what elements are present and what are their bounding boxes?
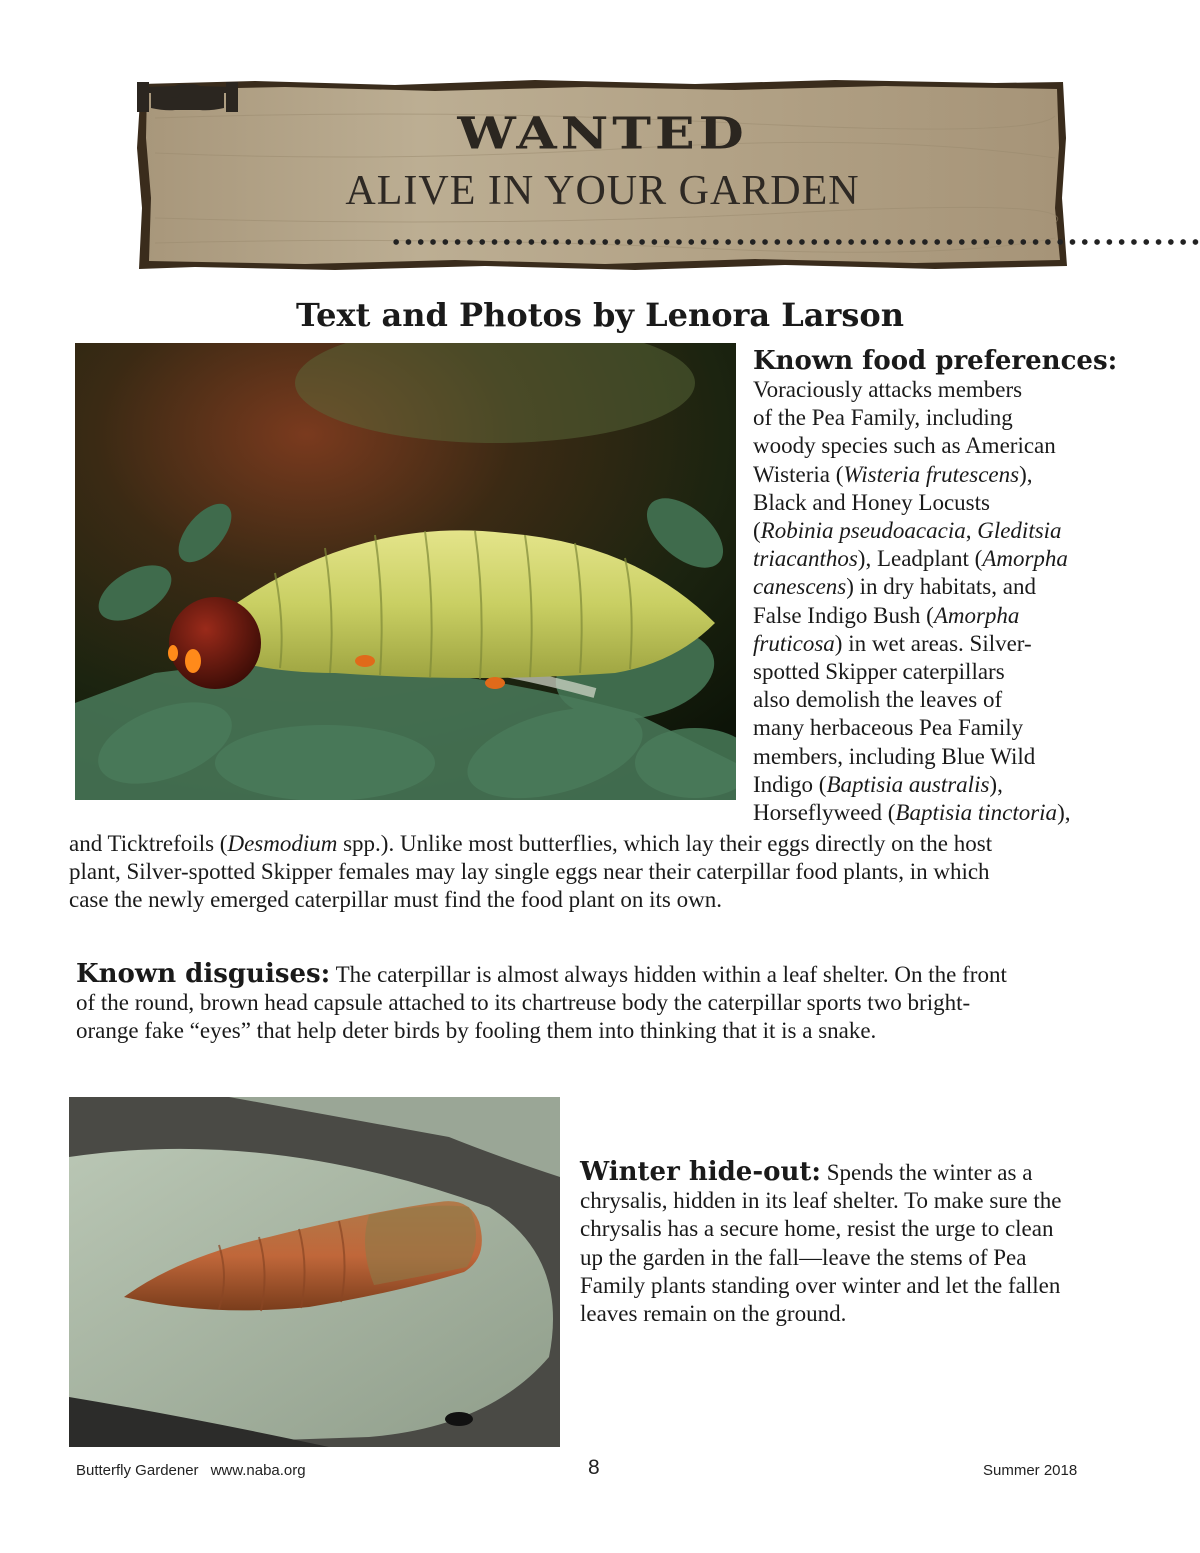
text-run: Horseflyweed (	[753, 800, 896, 826]
food-preferences-text-line	[753, 714, 1193, 742]
food-preferences-text-line	[753, 743, 1193, 771]
text-run: ),	[1057, 800, 1071, 826]
disguises-section	[76, 960, 1146, 1046]
byline: Text and Photos by Lenora Larson	[296, 296, 904, 334]
food-preferences-text-line	[753, 771, 1193, 799]
text-run: ,	[965, 518, 978, 544]
species-name: canescens	[753, 574, 847, 600]
text-run: plant, Silver-spotted Skipper females may lay single eggs near their caterpillar food plants, in which	[69, 859, 990, 885]
winter-hideout-text-line: up the garden in the fall—leave the stems of Pea	[580, 1244, 1027, 1270]
species-name: Amorpha	[933, 602, 1020, 628]
food-preferences-text-line	[69, 886, 1149, 914]
species-name: Gleditsia	[977, 518, 1062, 544]
page-number: 8	[588, 1456, 600, 1479]
text-run: Indigo (	[753, 771, 827, 797]
text-run: ) in dry habitats, and	[846, 574, 1036, 600]
publication-name: Butterfly Gardener	[76, 1462, 199, 1479]
food-preferences-text	[753, 376, 1193, 827]
caterpillar-photo	[75, 343, 736, 800]
text-run: ), Leadplant (	[857, 546, 983, 572]
species-name: triacanthos	[753, 546, 858, 572]
species-name: Robinia pseudoacacia	[760, 518, 966, 544]
issue-date: Summer 2018	[983, 1462, 1078, 1479]
food-preferences-text-line	[753, 602, 1193, 630]
disguises-text-line: of the round, brown head capsule attached to its chartreuse body the caterpillar sports two bright-	[76, 990, 971, 1016]
footer-publication	[76, 1462, 306, 1479]
text-run: members, including Blue Wild	[753, 743, 1036, 769]
text-run: Black and Honey Locusts	[753, 489, 990, 515]
text-run: woody species such as American	[753, 433, 1056, 459]
winter-hideout-section	[580, 1158, 1150, 1328]
pointing-hand-left-icon	[135, 78, 240, 116]
food-preferences-text-continued	[69, 830, 1149, 915]
species-name: Amorpha	[982, 546, 1068, 572]
winter-hideout-text-line: chrysalis has a secure home, resist the urge to clean	[580, 1216, 1054, 1242]
banner-subheadline: ALIVE IN YOUR GARDEN	[345, 168, 860, 214]
disguises-heading: Known disguises:	[76, 959, 331, 989]
food-preferences-text-line	[753, 630, 1193, 658]
species-name: Baptisia tinctoria	[895, 800, 1058, 826]
species-name: Baptisia australis	[826, 771, 990, 797]
text-run: of the Pea Family, including	[753, 405, 1013, 431]
food-preferences-text-line	[753, 517, 1193, 545]
food-preferences-heading: Known food preferences:	[753, 346, 1118, 376]
species-name: fruticosa	[753, 630, 835, 656]
text-run: ),	[989, 771, 1003, 797]
text-run: Wisteria (	[753, 461, 844, 487]
chrysalis-photo	[69, 1097, 560, 1447]
food-preferences-text-line	[753, 489, 1193, 517]
text-run: ) in wet areas. Silver-	[834, 630, 1032, 656]
text-run: False Indigo Bush (	[753, 602, 934, 628]
text-run: also demolish the leaves of	[753, 687, 1003, 713]
text-run: (	[753, 518, 761, 544]
food-preferences-text-line	[69, 858, 1149, 886]
food-preferences-text-line	[753, 658, 1193, 686]
food-preferences-text-line	[753, 545, 1193, 573]
text-run: Voraciously attacks members	[753, 377, 1023, 402]
winter-hideout-heading: Winter hide-out:	[580, 1157, 821, 1187]
winter-hideout-text-line: chrysalis, hidden in its leaf shelter. To make sure the	[580, 1188, 1062, 1214]
disguises-text-line: orange fake “eyes” that help deter birds by fooling them into thinking that it is a snake.	[76, 1018, 877, 1044]
food-preferences-text-line	[753, 404, 1193, 432]
species-name: Desmodium	[227, 831, 338, 856]
banner-headline: WANTED	[457, 107, 748, 160]
food-preferences-text-line	[69, 830, 1149, 858]
food-preferences-text-line	[753, 376, 1193, 404]
food-preferences-text-line	[753, 686, 1193, 714]
winter-hideout-text-line: Family plants standing over winter and let the fallen	[580, 1272, 1061, 1298]
food-preferences-text-line	[753, 799, 1193, 827]
disguises-text-line: The caterpillar is almost always hidden within a leaf shelter. On the front	[330, 962, 1007, 987]
food-preferences-text-line	[753, 432, 1193, 460]
text-run: and Ticktrefoils (	[69, 831, 228, 856]
text-run: spp.). Unlike most butterflies, which lay their eggs directly on the host	[337, 831, 993, 856]
winter-hideout-text-line: leaves remain on the ground.	[580, 1301, 847, 1327]
food-preferences-section	[753, 346, 1193, 827]
text-run: ),	[1019, 461, 1033, 487]
food-preferences-text-line	[753, 573, 1193, 601]
food-preferences-text-line	[753, 461, 1193, 489]
winter-hideout-text-line: Spends the winter as a	[820, 1160, 1033, 1185]
text-run: many herbaceous Pea Family	[753, 715, 1024, 741]
website-link[interactable]: www.naba.org	[210, 1462, 306, 1479]
dotted-rule	[390, 236, 1200, 250]
species-name: Wisteria frutescens	[843, 461, 1020, 487]
text-run: spotted Skipper caterpillars	[753, 659, 1005, 685]
text-run: case the newly emerged caterpillar must find the food plant on its own.	[69, 887, 722, 913]
